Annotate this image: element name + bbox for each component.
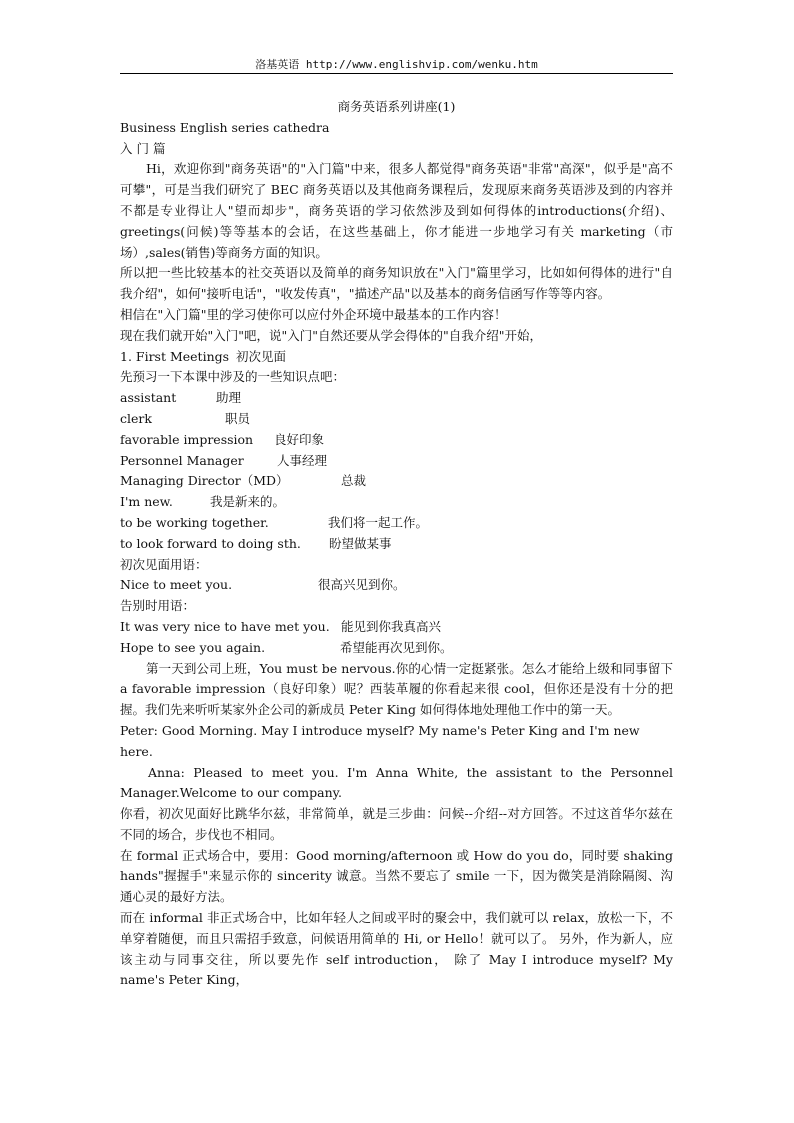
vocab-en: Personnel Manager — [120, 452, 244, 468]
vocab-en: to look forward to doing sth. — [120, 535, 301, 551]
dialogue-line-peter: Peter: Good Morning. May I introduce myself? My name's Peter King and I'm new here. — [120, 722, 640, 759]
explanation-paragraph: 在 formal 正式场合中，要用：Good morning/afternoon 或 How do you do，同时要 shaking hands"握握手"来显示你的 sincerity 诚意。当然不要忘了 smile 一下，因为微笑是消除隔阂、沟通心灵的最好方法。 — [120, 847, 673, 905]
vocab-en: I'm new. — [120, 494, 173, 510]
vocab-zh: 我们将一起工作。 — [328, 514, 429, 530]
phrase-item — [120, 575, 673, 596]
section-heading: 入 门 篇 — [120, 140, 166, 156]
article-title: 商务英语系列讲座(1) — [337, 99, 456, 114]
vocab-en: to be working together. — [120, 514, 269, 530]
lesson-heading — [120, 347, 673, 368]
intro-paragraph: 现在我们就开始"入门"吧，说"入门"自然还要从学会得体的"自我介绍"开始， — [120, 327, 542, 343]
lesson-title-zh: 初次见面 — [236, 348, 287, 364]
vocab-zh: 职员 — [225, 410, 251, 426]
vocab-zh: 良好印象 — [274, 431, 325, 447]
vocab-item — [120, 430, 673, 451]
vocab-item — [120, 492, 673, 513]
vocab-item — [120, 451, 673, 472]
header-rule — [120, 73, 673, 74]
vocab-zh: 助理 — [216, 390, 242, 406]
intro-paragraph: 相信在"入门篇"里的学习使你可以应付外企环境中最基本的工作内容！ — [120, 306, 507, 322]
vocab-zh: 总裁 — [341, 473, 367, 489]
vocab-item — [120, 534, 673, 555]
vocab-zh: 盼望做某事 — [329, 535, 392, 551]
phrase-zh: 能见到你我真高兴 — [341, 618, 442, 634]
vocab-en: clerk — [120, 410, 152, 426]
phrase-zh: 希望能再次见到你。 — [340, 639, 453, 655]
lesson-title-en: 1. First Meetings — [120, 348, 230, 364]
intro-paragraph: Hi，欢迎你到"商务英语"的"入门篇"中来，很多人都觉得"商务英语"非常"高深"，似乎是"高不可攀"，可是当我们研究了 BEC 商务英语以及其他商务课程后，发现原来商务英语涉及到的内容并不都是专业得让人"望而却步"，商务英语的学习依然涉及到如何得体的introductions(介绍)、greetings(问候)等等基本的会话，在这些基础上，你才能进一步地学习有关 marketing（市场）,sales(销售)等商务方面的知识。 — [120, 161, 673, 260]
phrase-en: Hope to see you again. — [120, 639, 266, 655]
intro-paragraph: 所以把一些比较基本的社交英语以及简单的商务知识放在"入门"篇里学习，比如如何得体的进行"自我介绍"，如何"接听电话"，"收发传真"，"描述产品"以及基本的商务信函写作等等内容。 — [120, 265, 673, 302]
dialogue-line-anna: Anna: Pleased to meet you. I'm Anna White, the assistant to the Personnel Manager.Welcome to our company. — [120, 764, 673, 801]
phrase-en: Nice to meet you. — [120, 577, 233, 593]
vocab-zh: 人事经理 — [277, 452, 328, 468]
parting-label: 告别时用语： — [120, 598, 196, 614]
meeting-label: 初次见面用语： — [120, 556, 208, 572]
vocab-item — [120, 471, 673, 492]
story-paragraph: 第一天到公司上班，You must be nervous.你的心情一定挺紧张。怎么才能给上级和同事留下 a favorable impression（良好印象）呢？西装革履的你看起来很 cool，但你还是没有十分的把握。我们先来听听某家外企公司的新成员 Peter King 如何得体地处理他工作中的第一天。 — [120, 660, 673, 718]
page-header: 洛基英语 http://www.englishvip.com/wenku.htm — [255, 58, 538, 71]
phrase-zh: 很高兴见到你。 — [318, 577, 406, 593]
explanation-paragraph: 你看，初次见面好比跳华尔兹，非常简单，就是三步曲：问候--介绍--对方回答。不过这首华尔兹在不同的场合，步伐也不相同。 — [120, 806, 673, 842]
phrase-en: It was very nice to have met you. — [120, 618, 330, 634]
vocab-en: assistant — [120, 390, 177, 406]
phrase-item — [120, 638, 673, 659]
vocab-en: favorable impression — [120, 431, 254, 447]
article-subtitle-en: Business English series cathedra — [120, 119, 330, 135]
vocab-item — [120, 513, 673, 534]
explanation-paragraph: 而在 informal 非正式场合中，比如年轻人之间或平时的聚会中，我们就可以 relax，放松一下，不单穿着随便，而且只需招手致意，问候语用简单的 Hi, or Hello！就可以了。 另外，作为新人，应该主动与同事交往，所以要先作 self introduction， 除了 May I introduce myself? My name's Peter King， — [120, 910, 673, 988]
vocab-item — [120, 388, 673, 409]
vocab-en: Managing Director（MD） — [120, 473, 289, 489]
vocab-zh: 我是新来的。 — [210, 494, 286, 510]
document-body — [120, 97, 673, 991]
phrase-item — [120, 617, 673, 638]
preview-label: 先预习一下本课中涉及的一些知识点吧： — [120, 369, 346, 385]
vocab-item — [120, 409, 673, 430]
